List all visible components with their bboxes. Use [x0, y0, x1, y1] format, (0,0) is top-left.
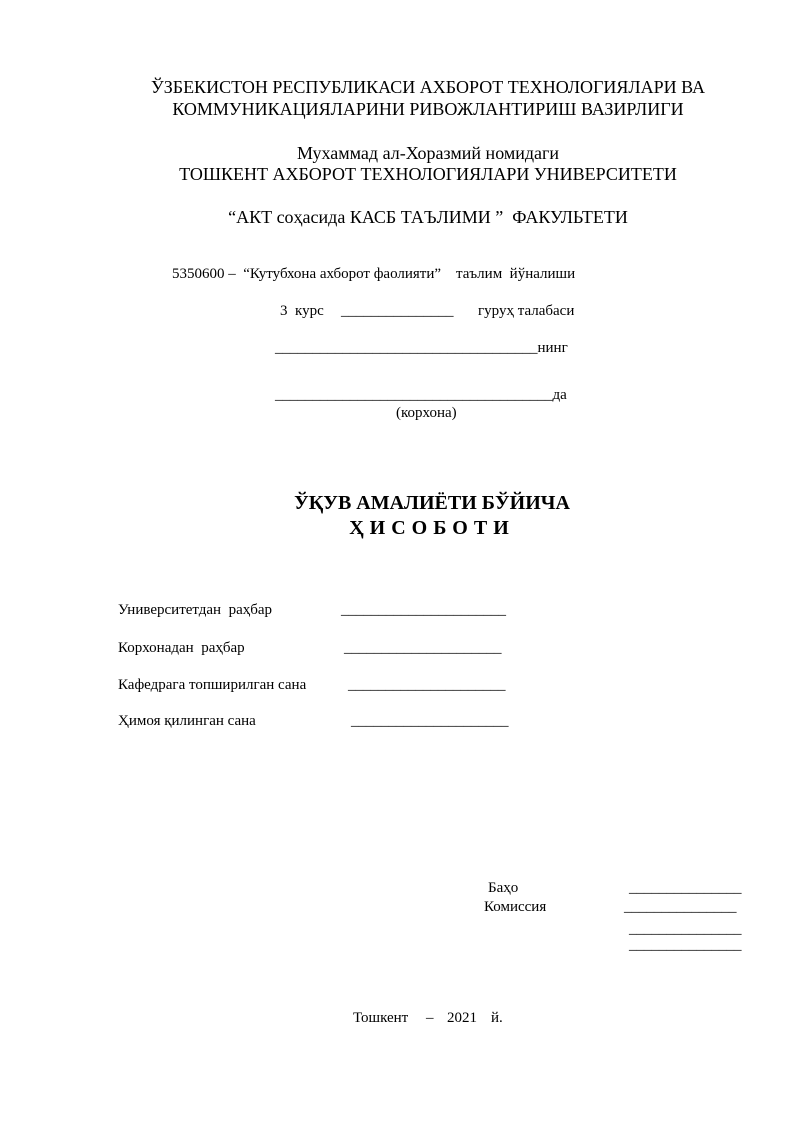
student-name-line: ___________________________________нинг: [275, 340, 568, 356]
footer-city: Тошкент: [353, 1010, 409, 1026]
university-line-2: ТОШКЕНТ АХБОРОТ ТЕХНОЛОГИЯЛАРИ УНИВЕРСИТЕТИ: [179, 164, 677, 184]
university-line-1: Мухаммад ал-Хоразмий номидаги: [296, 143, 560, 163]
report-title-line-1: ЎҚУВ АМАЛИЁТИ БЎЙИЧА: [294, 492, 570, 514]
group-blank: _______________: [341, 303, 454, 319]
company-caption: (корхона): [396, 405, 457, 421]
ministry-line-1: ЎЗБЕКИСТОН РЕСПУБЛИКАСИ АХБОРОТ ТЕХНОЛОГИЯЛАРИ ВА: [150, 77, 706, 97]
faculty-name: “АКТ соҳасида КАСБ ТАЪЛИМИ ” ФАКУЛЬТЕТИ: [228, 207, 628, 227]
company-line: _____________________________________да: [275, 387, 567, 403]
signature-blank-submitted: _____________________: [348, 677, 506, 693]
signature-label-submitted: Кафедрага топширилган сана: [118, 677, 307, 693]
footer-year-suffix: й.: [491, 1010, 503, 1026]
footer-dash: –: [426, 1010, 434, 1026]
commission-blank-2: _______________: [629, 921, 742, 937]
signature-blank-defense: _____________________: [351, 713, 509, 729]
signature-label-company: Корхонадан раҳбар: [118, 640, 245, 656]
signature-label-defense: Ҳимоя қилинган сана: [118, 713, 256, 729]
commission-label: Комиссия: [484, 899, 547, 915]
group-suffix: гуруҳ талабаси: [478, 303, 575, 319]
signature-blank-university: ______________________: [341, 602, 506, 618]
footer-year: 2021: [447, 1010, 477, 1026]
commission-blank-3: _______________: [629, 937, 742, 953]
commission-blank-1: _______________: [624, 899, 737, 915]
grade-blank: _______________: [629, 880, 742, 896]
study-direction: 5350600 – “Кутубхона ахборот фаолияти” таълим йўналиши: [172, 266, 576, 282]
ministry-line-2: КОММУНИКАЦИЯЛАРИНИ РИВОЖЛАНТИРИШ ВАЗИРЛИГИ: [172, 99, 684, 119]
signature-blank-company: _____________________: [344, 640, 502, 656]
report-title-line-2: ҲИСОБОТИ: [349, 517, 515, 539]
grade-label: Баҳо: [488, 880, 519, 896]
signature-label-university: Университетдан раҳбар: [118, 602, 273, 618]
course-label: 3 курс: [280, 303, 324, 319]
